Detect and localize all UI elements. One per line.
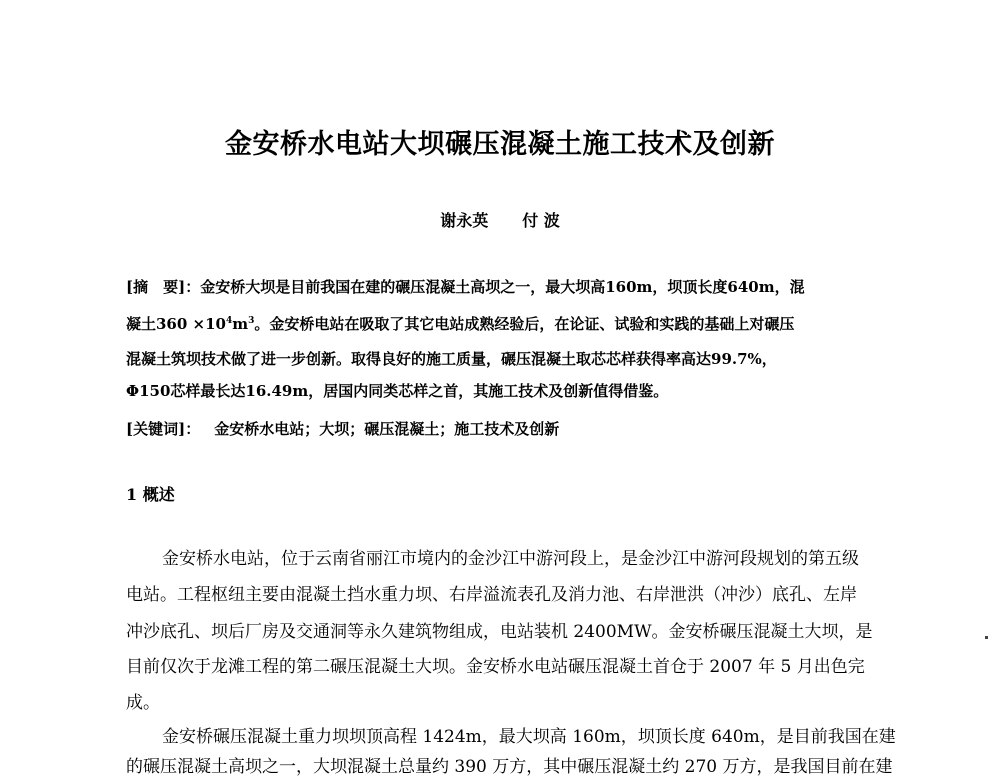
abstract-line-1: [摘 要]：金安桥大坝是目前我国在建的碾压混凝土高坝之一，最大坝高160m，坝顶长度640m，混 — [126, 278, 805, 296]
body-p1-line-3: 冲沙底孔、坝后厂房及交通洞等永久建筑物组成，电站装机 2400MW。金安桥碾压混凝土大坝，是 — [126, 622, 873, 642]
abstract-line-4: Φ150芯样最长达16.49m，居国内同类芯样之首，其施工技术及创新值得借鉴。 — [126, 382, 669, 400]
body-p1-line-5: 成。 — [126, 693, 160, 713]
body-p2-line-2: 的碾压混凝土高坝之一，大坝混凝土总量约 390 万方，其中碾压混凝土约 270 万方，是我国目前在建 — [126, 757, 893, 777]
body-p1-line-1: 金安桥水电站，位于云南省丽江市境内的金沙江中游河段上，是金沙江中游河段规划的第五级 — [162, 549, 859, 569]
authors-line — [0, 208, 1000, 231]
body-p2-line-1: 金安桥碾压混凝土重力坝坝顶高程 1424m，最大坝高 160m，坝顶长度 640m，是目前我国在建 — [162, 727, 896, 747]
author-2: 付 波 — [522, 211, 560, 230]
body-p1-line-2: 电站。工程枢纽主要由混凝土挡水重力坝、右岸溢流表孔及消力池、右岸泄洪（冲沙）底孔、左岸 — [126, 585, 857, 605]
keywords-text: 金安桥水电站；大坝；碾压混凝土；施工技术及创新 — [214, 420, 560, 438]
author-1: 谢永英 — [440, 211, 489, 230]
abstract-line-3: 混凝土筑坝技术做了进一步创新。取得良好的施工质量，碾压混凝土取芯芯样获得率高达99.7%， — [126, 350, 777, 368]
scan-speck — [985, 636, 988, 639]
body-p1-line-4: 目前仅次于龙滩工程的第二碾压混凝土大坝。金安桥水电站碾压混凝土首仓于 2007 年 5 月出色完 — [126, 657, 865, 677]
abstract-line-2: 凝土$360 \times 10^4m^3$。金安桥电站在吸取了其它电站成熟经验后，在论证、试验和实践的基础上对碾压 — [126, 315, 795, 333]
paper-title: 金安桥水电站大坝碾压混凝土施工技术及创新 — [225, 129, 775, 160]
keywords-line — [126, 418, 886, 439]
section-heading: 1 概述 — [126, 485, 175, 504]
abstract-label: [摘 要]： — [126, 278, 201, 296]
keywords-label: [关键词]： — [126, 420, 201, 438]
